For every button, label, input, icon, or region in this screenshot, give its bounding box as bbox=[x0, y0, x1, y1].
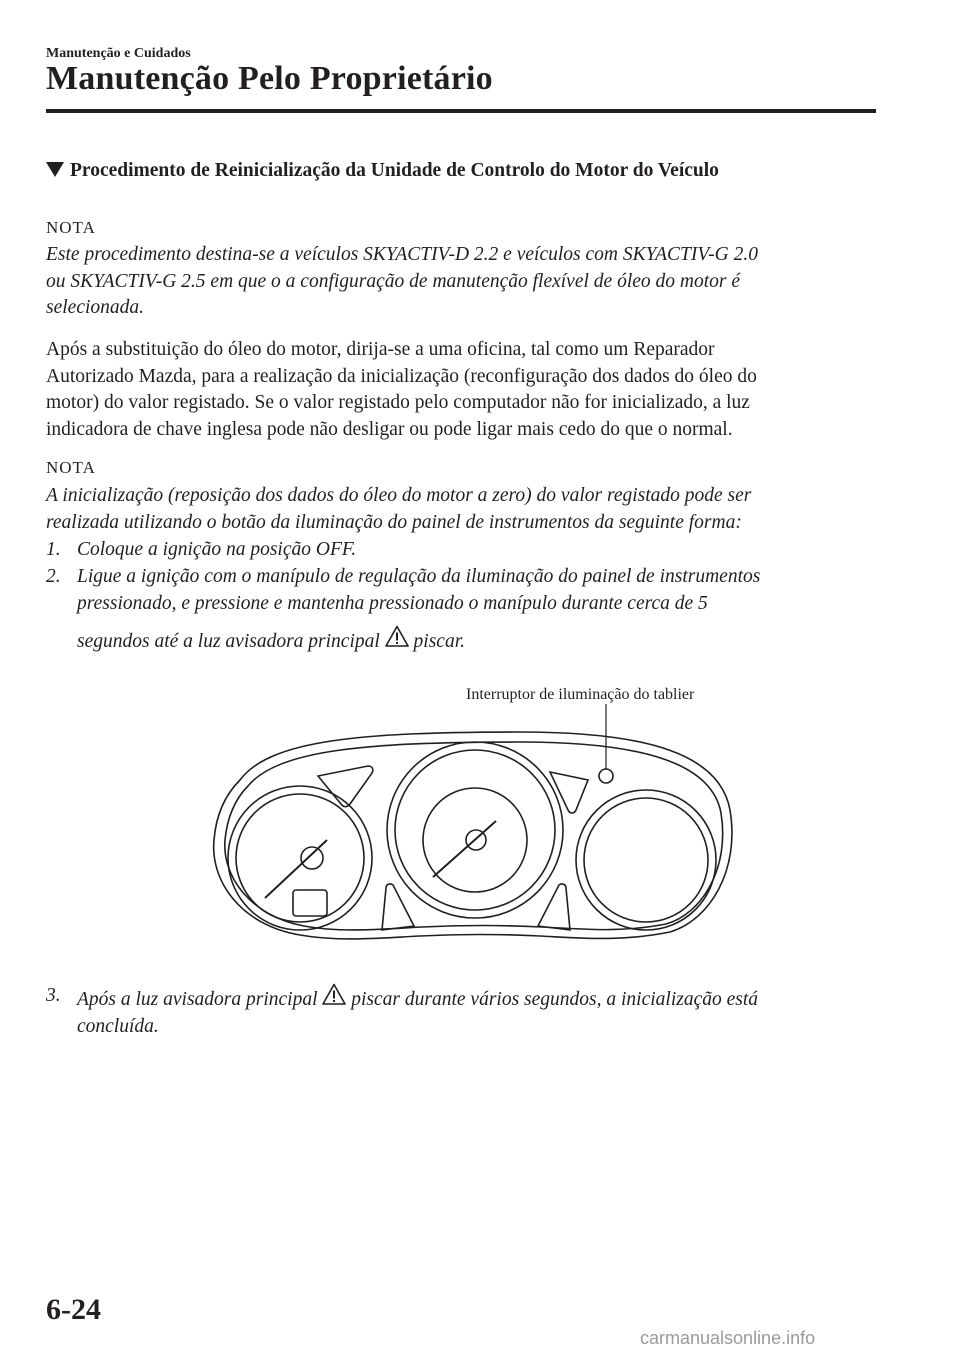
dimmer-switch-knob bbox=[599, 769, 613, 783]
paragraph-line: motor) do valor registado. Se o valor registado pelo computador não for inicializado, a luz bbox=[46, 392, 750, 414]
step-text-part: piscar durante vários segundos, a inicialização está bbox=[351, 989, 759, 1010]
cluster-outer-bezel bbox=[214, 732, 732, 939]
section-heading-text: Procedimento de Reinicialização da Unidade de Controlo do Motor do Veículo bbox=[70, 160, 719, 181]
callout-label: Interruptor de iluminação do tablier bbox=[466, 686, 695, 703]
body-paragraph bbox=[46, 337, 876, 443]
left-gauge-inner bbox=[236, 794, 364, 922]
page-number: 6-24 bbox=[46, 1293, 101, 1326]
note-text bbox=[46, 242, 876, 322]
cluster-inner-bezel bbox=[225, 742, 723, 930]
note-line: realizada utilizando o botão da iluminação do painel de instrumentos da seguinte forma: bbox=[46, 511, 742, 533]
paragraph-line: Autorizado Mazda, para a realização da inicialização (reconfiguração dos dados do óleo do bbox=[46, 365, 757, 387]
step-number: 3. bbox=[46, 985, 61, 1006]
step-text-part: segundos até a luz avisadora principal bbox=[77, 631, 380, 653]
note-line: A inicialização (reposição dos dados do óleo do motor a zero) do valor registado pode ser bbox=[46, 485, 752, 506]
step-1 bbox=[46, 537, 876, 564]
left-gauge-outer bbox=[228, 786, 372, 930]
page-title: Manutenção Pelo Proprietário bbox=[46, 60, 493, 97]
step-number: 1. bbox=[46, 539, 61, 560]
step-text-part: piscar. bbox=[413, 631, 466, 653]
instrument-cluster-diagram bbox=[200, 680, 760, 950]
left-gauge-hub bbox=[301, 847, 323, 869]
speedometer-needle bbox=[433, 821, 496, 877]
step-text: concluída. bbox=[77, 1015, 159, 1037]
note-line: ou SKYACTIV-G 2.5 em que o a configuração de manutenção flexível de óleo do motor é bbox=[46, 270, 741, 292]
note-label: NOTA bbox=[46, 218, 96, 237]
left-gauge-display bbox=[293, 890, 327, 916]
master-warning-icon bbox=[385, 625, 409, 647]
paragraph-line: Após a substituição do óleo do motor, dirija-se a uma oficina, tal como um Reparador bbox=[46, 339, 715, 360]
step-text-part: Após a luz avisadora principal bbox=[77, 989, 318, 1010]
step-text: Coloque a ignição na posição OFF. bbox=[77, 539, 357, 560]
section-heading bbox=[46, 160, 719, 182]
step-number: 2. bbox=[46, 566, 61, 587]
section-label: Manutenção e Cuidados bbox=[46, 46, 191, 61]
note-line: selecionada. bbox=[46, 297, 145, 319]
right-indicator-window bbox=[550, 772, 588, 813]
step-2 bbox=[46, 564, 876, 656]
master-warning-icon bbox=[322, 983, 346, 1005]
step-text-with-icon bbox=[77, 625, 876, 656]
note-text bbox=[46, 483, 876, 536]
step-text: pressionado, e pressione e mantenha pressionado o manípulo durante cerca de 5 bbox=[77, 592, 708, 614]
step-text-with-icon bbox=[77, 983, 876, 1014]
triangle-down-icon bbox=[46, 162, 64, 177]
lower-left-window bbox=[382, 884, 414, 930]
step-3 bbox=[46, 983, 876, 1040]
right-gauge-outer bbox=[576, 790, 716, 930]
right-gauge-inner bbox=[584, 798, 708, 922]
lower-right-window bbox=[538, 884, 570, 930]
note-label: NOTA bbox=[46, 458, 96, 477]
step-text: Ligue a ignição com o manípulo de regulação da iluminação do painel de instrumentos bbox=[77, 566, 761, 587]
left-indicator-window bbox=[318, 766, 373, 807]
paragraph-line: indicadora de chave inglesa pode não desligar ou pode ligar mais cedo do que o normal. bbox=[46, 418, 733, 440]
note-line: Este procedimento destina-se a veículos SKYACTIV-D 2.2 e veículos com SKYACTIV-G 2.0 bbox=[46, 244, 758, 265]
watermark: carmanualsonline.info bbox=[640, 1328, 816, 1348]
header-rule bbox=[46, 109, 876, 113]
